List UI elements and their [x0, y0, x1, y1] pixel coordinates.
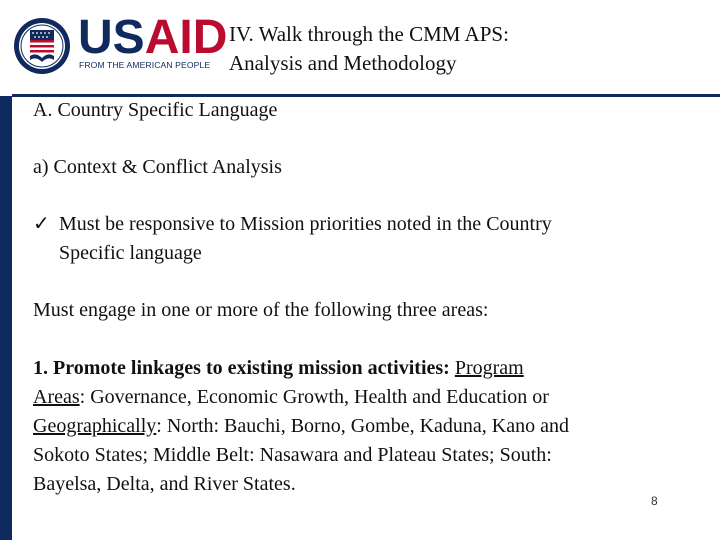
- check-line-2: Specific language: [59, 242, 202, 264]
- promote-line-1: [33, 354, 683, 383]
- promote-line-4: Sokoto States; Middle Belt: Nasawara and Plateau States; South:: [33, 444, 552, 466]
- promote-line-5: Bayelsa, Delta, and River States.: [33, 473, 296, 495]
- page-number: 8: [651, 494, 658, 508]
- check-line-1: ✓ Must be responsive to Mission priorities noted in the Country: [33, 210, 693, 239]
- geographically-text: Geographically: [33, 415, 157, 437]
- promote-paragraph: [33, 354, 683, 499]
- context-heading: a) Context & Conflict Analysis: [33, 156, 282, 178]
- areas-text: Areas: [33, 386, 80, 408]
- check-icon: ✓: [33, 213, 50, 235]
- promote-line-2: Areas: Governance, Economic Growth, Health and Education or: [33, 386, 549, 408]
- promote-heading: 1. Promote linkages to existing mission activities:: [33, 357, 450, 379]
- usaid-logo: [12, 11, 228, 78]
- program-link-text: Program: [454, 357, 524, 379]
- title-line-2: Analysis and Methodology: [229, 51, 457, 75]
- section-a-heading: A. Country Specific Language: [33, 99, 278, 121]
- logo-wordmark: USAID: [78, 11, 228, 64]
- logo-tagline: FROM THE AMERICAN PEOPLE: [79, 60, 211, 70]
- promote-line-3: Geographically: North: Bauchi, Borno, Gombe, Kaduna, Kano and: [33, 415, 569, 437]
- left-accent-bar: [0, 96, 12, 540]
- usaid-seal-icon: [12, 16, 72, 76]
- engage-statement: Must engage in one or more of the following three areas:: [33, 299, 489, 321]
- slide-title: [229, 20, 509, 78]
- checklist-item: [33, 210, 693, 268]
- title-line-1: IV. Walk through the CMM APS:: [229, 22, 509, 46]
